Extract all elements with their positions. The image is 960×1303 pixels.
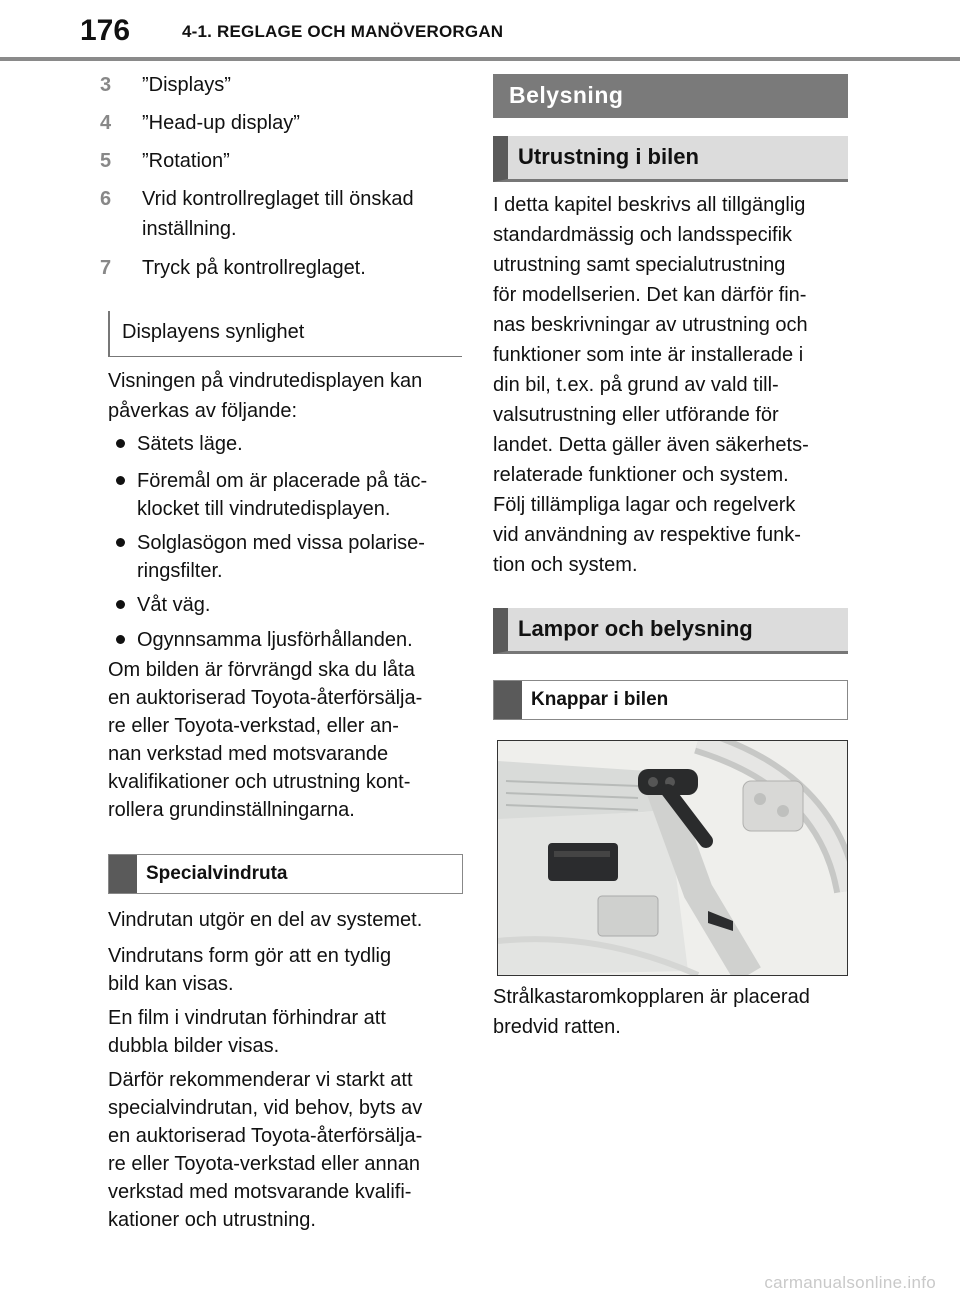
body-text: dubbla bilder visas. bbox=[108, 1035, 280, 1057]
equipment-text: nas beskrivningar av utrustning och bbox=[493, 314, 808, 336]
distorted-text: en auktoriserad Toyota-återförsälja- bbox=[108, 687, 423, 709]
subheading-visibility bbox=[108, 311, 462, 357]
body-text: En film i vindrutan förhindrar att bbox=[108, 1007, 386, 1029]
bullet-dot bbox=[116, 538, 125, 547]
bullet-dot bbox=[116, 635, 125, 644]
body-text: kationer och utrustning. bbox=[108, 1209, 316, 1231]
equipment-text: för modellserien. Det kan därför fin- bbox=[493, 284, 807, 306]
body-text: Vindrutan utgör en del av systemet. bbox=[108, 909, 423, 931]
equipment-text: tion och system. bbox=[493, 554, 638, 576]
step-number: 3 bbox=[100, 74, 112, 96]
equipment-text: utrustning samt specialutrustning bbox=[493, 254, 786, 276]
box-heading-special-windshield bbox=[108, 854, 463, 894]
heading-tab bbox=[109, 855, 137, 893]
bullet-dot bbox=[116, 439, 125, 448]
section-band-text: Utrustning i bilen bbox=[518, 144, 699, 169]
box-heading-text: Knappar i bilen bbox=[531, 689, 669, 710]
step-text: Vrid kontrollreglaget till önskad bbox=[142, 188, 414, 210]
body-text: en auktoriserad Toyota-återförsälja- bbox=[108, 1125, 423, 1147]
subheading-text: Displayens synlighet bbox=[122, 321, 305, 343]
equipment-text: relaterade funktioner och system. bbox=[493, 464, 789, 486]
equipment-text: Följ tillämpliga lagar och regelverk bbox=[493, 494, 796, 516]
body-text: re eller Toyota-verkstad eller annan bbox=[108, 1153, 421, 1175]
equipment-text: valsutrustning eller utförande för bbox=[493, 404, 779, 426]
section-band-lampor bbox=[493, 608, 848, 654]
bullet-text: Solglasögon med vissa polarise- bbox=[137, 532, 425, 554]
box-heading-text: Specialvindruta bbox=[146, 863, 288, 884]
body-text: Vindrutans form gör att en tydlig bbox=[108, 945, 392, 967]
bullet-text: ringsfilter. bbox=[137, 560, 223, 582]
body-text: verkstad med motsvarande kvalifi- bbox=[108, 1181, 412, 1203]
intro-text: Visningen på vindrutedisplayen kan bbox=[108, 370, 423, 392]
figure-caption: bredvid ratten. bbox=[493, 1016, 621, 1038]
steering-column-illustration bbox=[497, 740, 848, 976]
figure-caption: Strålkastaromkopplaren är placerad bbox=[493, 986, 810, 1008]
body-text: bild kan visas. bbox=[108, 973, 234, 995]
bullet-text: Sätets läge. bbox=[137, 433, 243, 455]
step-text: ”Rotation” bbox=[142, 150, 230, 172]
body-text: Därför rekommenderar vi starkt att bbox=[108, 1069, 413, 1091]
bullet-dot bbox=[116, 476, 125, 485]
bullet-text: klocket till vindrutedisplayen. bbox=[137, 498, 391, 520]
equipment-text: I detta kapitel beskrivs all tillgänglig bbox=[493, 194, 806, 216]
distorted-text: re eller Toyota-verkstad, eller an- bbox=[108, 715, 399, 737]
step-number: 4 bbox=[100, 112, 112, 134]
distorted-text: nan verkstad med motsvarande bbox=[108, 743, 389, 765]
section-band-belysning bbox=[493, 74, 848, 118]
step-text: ”Displays” bbox=[142, 74, 231, 96]
watermark-footer: carmanualsonline.info bbox=[764, 1273, 936, 1292]
step-number: 6 bbox=[100, 188, 112, 210]
box-heading-buttons bbox=[493, 680, 848, 720]
page-number: 176 bbox=[80, 14, 131, 47]
bullet-text: Ogynnsamma ljusförhållanden. bbox=[137, 629, 413, 651]
intro-text: påverkas av följande: bbox=[108, 400, 298, 422]
equipment-text: standardmässig och landsspecifik bbox=[493, 224, 793, 246]
page-header bbox=[0, 0, 960, 60]
section-band-text: Lampor och belysning bbox=[518, 616, 753, 641]
equipment-text: funktioner som inte är installerade i bbox=[493, 344, 804, 366]
distorted-text: rollera grundinställningarna. bbox=[108, 799, 355, 821]
step-text: ”Head-up display” bbox=[142, 112, 300, 134]
heading-tab bbox=[494, 681, 522, 719]
bullet-text: Våt väg. bbox=[137, 594, 211, 616]
step-number: 5 bbox=[100, 150, 112, 172]
step-text: inställning. bbox=[142, 218, 237, 240]
equipment-text: vid användning av respektive funk- bbox=[493, 524, 801, 546]
equipment-text: landet. Detta gäller även säkerhets- bbox=[493, 434, 809, 456]
distorted-text: Om bilden är förvrängd ska du låta bbox=[108, 659, 415, 681]
chapter-title: 4-1. REGLAGE OCH MANÖVERORGAN bbox=[182, 22, 504, 41]
step-number: 7 bbox=[100, 257, 112, 279]
body-text: specialvindrutan, vid behov, byts av bbox=[108, 1097, 423, 1119]
distorted-text: kvalifikationer och utrustning kont- bbox=[108, 771, 411, 793]
bullet-dot bbox=[116, 600, 125, 609]
section-band-utrustning bbox=[493, 136, 848, 182]
car-interior-drawing bbox=[498, 741, 847, 975]
equipment-text: din bil, t.ex. på grund av vald till- bbox=[493, 374, 779, 396]
bullet-text: Föremål om är placerade på täc- bbox=[137, 470, 428, 492]
step-text: Tryck på kontrollreglaget. bbox=[142, 257, 366, 279]
section-band-text: Belysning bbox=[509, 82, 624, 108]
header-rule bbox=[0, 57, 960, 61]
